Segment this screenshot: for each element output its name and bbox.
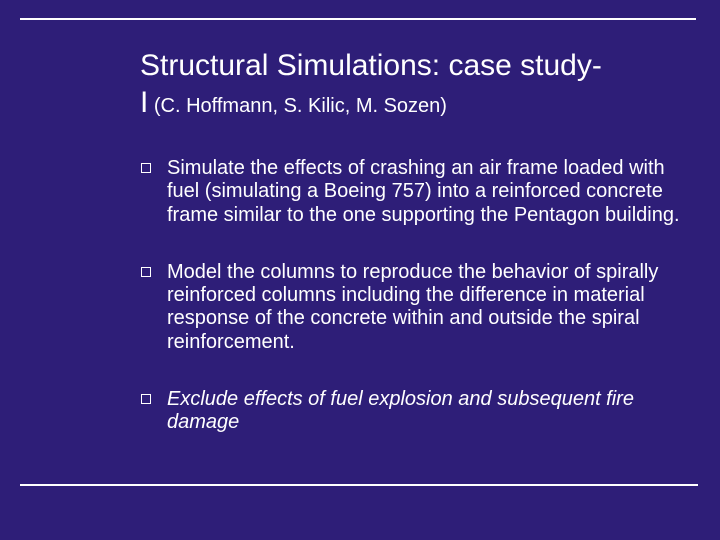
bullet-text: Exclude effects of fuel explosion and subsequent fire damage xyxy=(167,388,634,434)
bullet-list xyxy=(141,157,691,435)
hollow-square-icon xyxy=(141,163,151,173)
hollow-square-icon xyxy=(141,394,151,404)
bullet-text: Simulate the effects of crashing an air frame loaded with fuel (simulating a Boeing 757) into a reinforced concrete frame similar to the one supporting the Pentagon building. xyxy=(167,157,680,226)
title-line-2: I xyxy=(140,86,149,119)
bottom-divider xyxy=(20,484,698,486)
slide-title xyxy=(140,47,700,125)
title-line-1: Structural Simulations: case study- xyxy=(140,49,602,82)
bullet-item xyxy=(141,157,691,227)
top-divider xyxy=(20,18,696,20)
hollow-square-icon xyxy=(141,267,151,277)
title-authors: (C. Hoffmann, S. Kilic, M. Sozen) xyxy=(148,95,447,117)
bullet-text: Model the columns to reproduce the behavior of spirally reinforced columns including the difference in material response of the concrete within and outside the spiral reinforcement. xyxy=(167,260,659,353)
bullet-item xyxy=(141,261,691,354)
bullet-item xyxy=(141,388,691,435)
